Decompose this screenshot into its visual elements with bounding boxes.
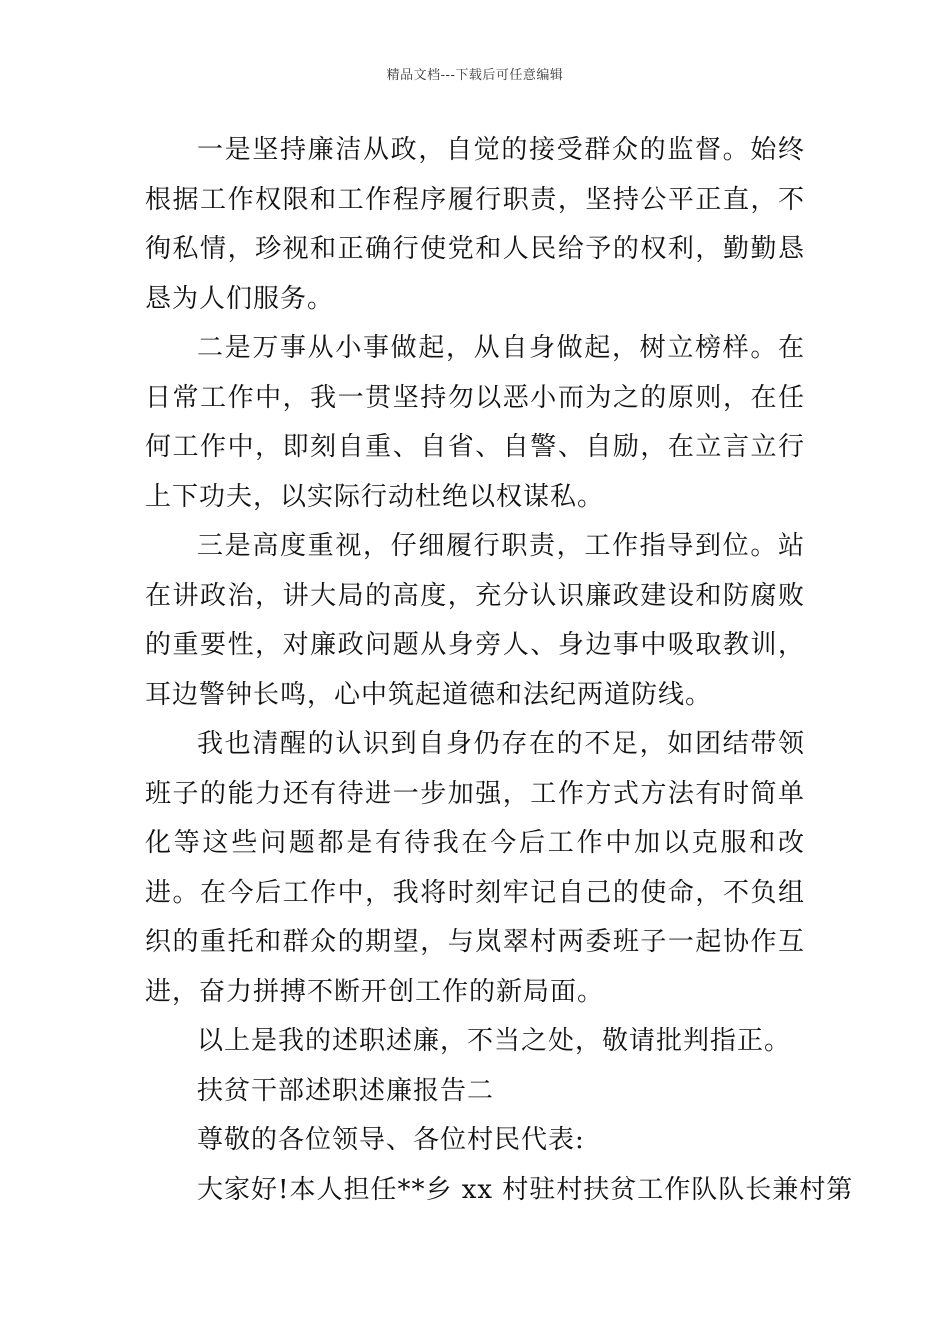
section-title: 扶贫干部述职述廉报告二 <box>197 1075 495 1106</box>
opening-line: 大家好!本人担任**乡 xx 村驻村扶贫工作队队长兼村第 <box>197 1174 854 1205</box>
paragraph-2: 二是万事从小事做起，从自身做起，树立榜样。在日常工作中，我一贯坚持勿以恶小而为之的原则，在任何工作中，即刻自重、自省、自警、自励，在立言立行上下功夫，以实际行动杜绝以权谋私。 <box>145 333 805 512</box>
paragraph-3: 三是高度重视，仔细履行职责，工作指导到位。站在讲政治，讲大局的高度，充分认识廉政建设和防腐败的重要性，对廉政问题从身旁人、身边事中吸取教训，耳边警钟长鸣，心中筑起道德和法纪两道防线。 <box>145 531 805 710</box>
paragraph-5: 以上是我的述职述廉，不当之处，敬请批判指正。 <box>197 1026 792 1056</box>
paragraph-4: 我也清醒的认识到自身仍存在的不足，如团结带领班子的能力还有待进一步加强，工作方式方法有时简单化等这些问题都是有待我在今后工作中加以克服和改进。在今后工作中，我将时刻牢记自己的使命，不负组织的重托和群众的期望，与岚翠村两委班子一起协作互进，奋力拼搏不断开创工作的新局面。 <box>145 729 805 1007</box>
paragraph-1: 一是坚持廉洁从政，自觉的接受群众的监督。始终根据工作权限和工作程序履行职责，坚持公平正直，不徇私情，珍视和正确行使党和人民给予的权利，勤勤恳恳为人们服务。 <box>145 135 805 314</box>
page-header: 精品文档---下载后可任意编辑 <box>386 68 564 83</box>
salutation: 尊敬的各位领导、各位村民代表: <box>197 1125 585 1155</box>
document-body <box>145 126 854 1215</box>
